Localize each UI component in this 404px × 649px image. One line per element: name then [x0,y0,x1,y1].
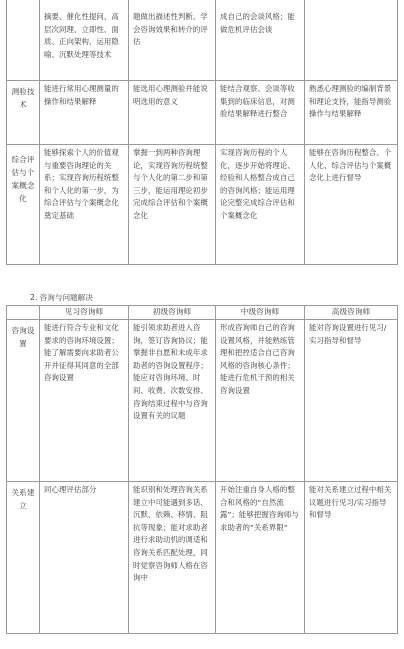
table-cell [305,0,398,81]
table-cell: 能够探索个人的价值观与重要咨询理论的关系；实现咨询历程统整和个人化的第一步，为综合评估与个案概念化奠定基础 [40,145,129,265]
table-cell: 能够在咨询历程整合、个人化、综合评估与个案概念化上进行督导 [305,145,398,265]
table-row [7,320,398,482]
table-cell: 成自己的会谈风格；能做危机评估会谈 [216,0,305,81]
table-cell: 能对咨询设置进行见习/实习指导和督导 [305,320,398,482]
competency-table-counseling [6,305,398,634]
section-heading: 2. 咨询与问题解决 [30,293,93,302]
table-cell: 能结合观察、会谈等收集到的临床信息，对测验结果解释进行整合 [216,81,305,145]
competency-table-assessment [6,0,398,265]
table-cell: 能进行常用心理测量的操作和结果解释 [40,81,129,145]
column-header [7,306,40,320]
table-cell: 能选用心理测验并能说明选用的意义 [129,81,216,145]
column-header: 中级咨询师 [216,306,305,320]
column-header: 初级咨询师 [129,306,216,320]
table-cell: 能识别和处理咨询关系建立中可能遇到多话、沉默、依赖、移情、阻抗等现象；能对求助者进行求助动机的调适和咨询关系匹配处理，同时觉察咨询师人格在咨询中 [129,482,216,634]
row-label: 咨询设置 [7,320,40,482]
table-cell: 题做出描述性判断。学会咨询效果和转介的评估 [129,0,216,81]
table-row [7,81,398,145]
table-cell: 能进行符合专业和文化要求的咨询环境设置；能了解需要向求助者公开并征得其同意的全部咨询设置 [40,320,129,482]
table-header-row [7,306,398,320]
table-cell: 熟悉心理测验的编制背景和理论支持，能指导测验操作与结果解释 [305,81,398,145]
column-header: 见习咨询师 [40,306,129,320]
table-row [7,482,398,634]
table-cell: 能对关系建立过程中相关议题进行见习/实习指导和督导 [305,482,398,634]
table-cell: 掌握一到两种咨询理论，实现咨询历程统整与个人化的第二步和第三步，能运用理论初步完成综合评估和个案概念化 [129,145,216,265]
row-label: 关系建立 [7,482,40,634]
column-header: 高级咨询师 [305,306,398,320]
table-cell: 同心理评估部分 [40,482,129,634]
table-row [7,145,398,265]
table-cell: 开始注重自身人格的整合和风格的“自然流露”；能够把握咨询师与求助者的“关系界限” [216,482,305,634]
row-label: 测验技术 [7,81,40,145]
table-cell: 形成咨询师自己的咨询设置风格，并能熟练管理和把控适合自己咨询风格的咨询核心条件；能进行危机干预的相关咨询设置 [216,320,305,482]
table-cell: 能引领求助者进入咨询，签订咨询协议；能掌握非自愿和未成年求助者的咨询设置程序；能应对咨询环境、时间、收费、次数安排、咨询结束过程中与咨询设置有关的议题 [129,320,216,482]
table-cell: 实现咨询历程的个人化，逐步开始将理论、经验和人格整合成自己的咨询风格；能运用理论完整完成综合评估和个案概念化 [216,145,305,265]
table-cell: 摘要、催化性提问、高层次同理、立即性、面质、正向架构、运用隐喻、沉默处理等技术 [40,0,129,81]
row-label [7,0,40,81]
table-row [7,0,398,81]
row-label: 综合评估与个案概念化 [7,145,40,265]
